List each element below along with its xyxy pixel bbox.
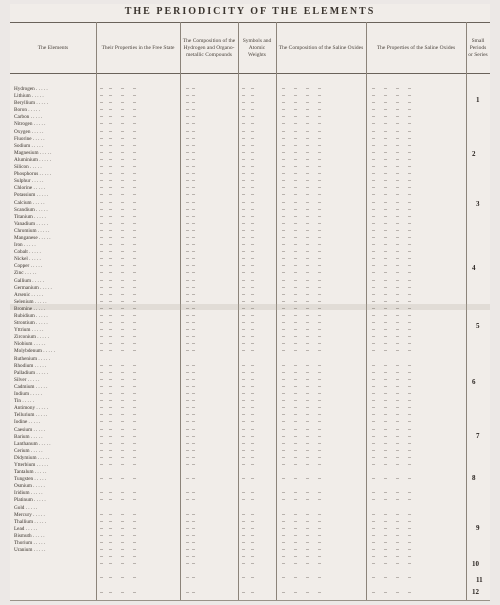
bottom-rule (10, 600, 490, 601)
element-row-label: Molybdenum . . . . . (14, 348, 55, 355)
series-number: 5 (476, 322, 480, 330)
element-row-label: Mercury . . . . . (14, 511, 45, 518)
header-symbols: Symbols and Atomic Weights (238, 22, 276, 74)
element-row-label: Nickel . . . . . (14, 256, 41, 263)
element-row-label: Platinum . . . . . (14, 497, 46, 504)
series-number: 3 (476, 200, 480, 208)
element-row-label: Caesium . . . . . (14, 426, 46, 433)
column-divider (366, 22, 367, 600)
element-row-label: Strontium . . . . . (14, 320, 48, 327)
header-properties: The Properties of the Saline Oxides (366, 22, 466, 74)
element-row-label: Nitrogen . . . . . (14, 121, 46, 128)
series-number: 11 (476, 576, 483, 584)
element-row-label: Lead . . . . . (14, 525, 38, 532)
element-row-label: Palladium . . . . . (14, 369, 49, 376)
element-row-label: Chlorine . . . . . (14, 185, 46, 192)
header-small-periods: Small Periods or Series (466, 22, 490, 74)
column-divider (276, 22, 277, 600)
element-names-column (14, 86, 92, 554)
element-row-label: Ytterbium . . . . . (14, 461, 49, 468)
element-row-label: Zinc . . . . . (14, 270, 37, 277)
series-number: 9 (476, 524, 480, 532)
element-row-label: Silver . . . . . (14, 376, 40, 383)
element-row-label: Beryllium . . . . . (14, 100, 49, 107)
element-row-label: Cadmium . . . . . (14, 383, 48, 390)
series-number: 10 (472, 560, 479, 568)
header-compositions: The Composition of the Hydrogen and Organo-metallic Compounds (180, 22, 238, 74)
element-row-label: Lithium . . . . . (14, 93, 44, 100)
header-elements: The Elements (10, 22, 96, 74)
element-row-label: Bromine . . . . . (14, 305, 46, 312)
element-row-label: Carbon . . . . . (14, 114, 43, 121)
series-number: 1 (476, 96, 480, 104)
series-number: 8 (472, 474, 476, 482)
element-row-label: Rubidium . . . . . (14, 313, 48, 319)
header-first-order: Their Properties in the Free State (96, 22, 180, 74)
element-row-label: Silicon . . . . . (14, 164, 42, 171)
element-row-label: Niobium . . . . . (14, 341, 46, 348)
element-row-label: Vanadium . . . . . (14, 220, 49, 227)
element-row-label: Lanthanum . . . . . (14, 440, 51, 447)
element-row-label: Thorium . . . . . (14, 540, 46, 546)
element-row-label: Calcium . . . . . (14, 199, 45, 206)
page-title: THE PERIODICITY OF THE ELEMENTS (124, 6, 376, 17)
element-row-label: Barium . . . . . (14, 433, 43, 440)
element-row-label: Scandium . . . . . (14, 206, 48, 213)
series-number: 7 (476, 432, 480, 440)
element-row-label: Antimony . . . . . (14, 405, 49, 412)
element-row-label: Aluminium . . . . . (14, 156, 51, 163)
column-divider (180, 22, 181, 600)
element-row-label: Cobalt . . . . . (14, 249, 41, 256)
element-row-label: Rhodium . . . . . (14, 362, 47, 369)
element-row-label: Gold . . . . . (14, 504, 38, 511)
series-number: 2 (472, 150, 476, 158)
element-row-label: Tantalum . . . . . (14, 469, 47, 476)
compositions-column: — — — — — — — — — — — — — — — — — — — — — — — — — — — — — — — — — — — — — — — — — — — — — — — — — — — — — — — — — — — — — — — — — — — — — — — — — — — — — — — — — — — — — — — — — — — — — — — — — — — — — — — — — — — — — — — — — — — — — — — — — — — — — — — — — — — — (186, 86, 196, 596)
element-row-label: Hydrogen . . . . . (14, 86, 48, 92)
element-row-label: Osmium . . . . . (14, 483, 45, 490)
element-row-label: Titanium . . . . . (14, 213, 46, 220)
element-row-label: Germanium . . . . . (14, 284, 52, 291)
element-row-label: Phosphorus . . . . . (14, 171, 52, 178)
element-row-label: Cerium . . . . . (14, 447, 43, 454)
element-row-label: Selenium . . . . . (14, 298, 47, 305)
element-row-label: Ruthenium . . . . . (14, 355, 51, 362)
element-row-label: Uranium . . . . . (14, 547, 46, 554)
element-row-label: Iridium . . . . . (14, 490, 43, 497)
element-row-label: Thallium . . . . . (14, 518, 46, 525)
element-row-label: Fluorine . . . . . (14, 135, 45, 142)
element-row-label: Copper . . . . . (14, 263, 43, 270)
element-row-label: Gallium . . . . . (14, 277, 44, 284)
element-row-label: Potassium . . . . . (14, 192, 49, 199)
column-divider (238, 22, 239, 600)
element-row-label: Indium . . . . . (14, 391, 42, 398)
element-row-label: Tungsten . . . . . (14, 476, 47, 483)
series-number: 6 (472, 378, 476, 386)
element-row-label: Sulphur . . . . . (14, 178, 44, 185)
oxide-properties-column: — — — — — — — — — — — — — — — — — — — — — — — — — — — — — — — — — — — — — — — — — — — — — — — — — — — — — — — — — — — — — — — — — — — — — — — — — — — — — — — — — — — — — — — — — — — — — — — — — — — — — — — — — — — — — — — — — — — — — — — — — — — — — — — — — — — — — — — — — — — — — — — — — — — — — — — — — — — — — — — — — — — — — — — — — — — — — — — — — — — — — — — — — — — — — — — — — — — — — — — — — — — — — — — — — — — — — — — — — — — — — — — — — — — — — — — — — — — — — — — — — — — — — — — — — — — — — — — — — — — — — — — — (372, 86, 412, 596)
header-saline: The Composition of the Saline Oxides (276, 22, 366, 74)
series-number: 4 (472, 264, 476, 272)
element-row-label: Chromium . . . . . (14, 227, 50, 234)
element-row-label: Iron . . . . . (14, 242, 36, 249)
properties-column: — — — — — — — — — — — — — — — — — — — — — — — — — — — — — — — — — — — — — — — — — — — — — — — — — — — — — — — — — — — — — — — — — — — — — — — — — — — — — — — — — — — — — — — — — — — — — — — — — — — — — — — — — — — — — — — — — — — — — — — — — — — — — — — — — — — — — — — — — — — — — — — — — — — — — — — — — — — — — — — — — — — — — — — — — — — — — — — — — — — — — — — — — — — — — — — — — — — — — — — — — — — — — — — — — — — — — — — — — — — — — — — — — — — — — — — — — — — — — — — — — — — — — — — — — — — — — — — — — — — — — — — — (100, 86, 137, 596)
element-row-label: Bismuth . . . . . (14, 532, 45, 539)
column-divider (96, 22, 97, 600)
saline-oxides-column: — — — — — — — — — — — — — — — — — — — — — — — — — — — — — — — — — — — — — — — — — — — — — — — — — — — — — — — — — — — — — — — — — — — — — — — — — — — — — — — — — — — — — — — — — — — — — — — — — — — — — — — — — — — — — — — — — — — — — — — — — — — — — — — — — — — — — — — — — — — — — — — — — — — — — — — — — — — — — — — — — — — — — — — — — — — — — — — — — — — — — — — — — — — — — — — — — — — — — — — — — — — — — — — — — — — — — — — — — — — — — — — — — — — — — — — — — — — — — — — — — — — — — — — — — — — — — — — — — — — — — — — — (282, 86, 322, 596)
column-divider (466, 22, 467, 600)
symbols-column: — — — — — — — — — — — — — — — — — — — — — — — — — — — — — — — — — — — — — — — — — — — — — — — — — — — — — — — — — — — — — — — — — — — — — — — — — — — — — — — — — — — — — — — — — — — — — — — — — — — — — — — — — — — — — — — — — — — — — — — — — — — — — — — — — — — — (242, 86, 255, 596)
series-number: 12 (472, 588, 479, 596)
element-row-label: Manganese . . . . . (14, 234, 51, 241)
element-row-label: Boron . . . . . (14, 107, 40, 114)
element-row-label: Didymium . . . . . (14, 454, 50, 461)
element-row-label: Iodine . . . . . (14, 419, 41, 426)
element-row-label: Tellurium . . . . . (14, 412, 48, 419)
element-row-label: Tin . . . . . (14, 398, 34, 405)
element-row-label: Sodium . . . . . (14, 142, 44, 149)
element-row-label: Yttrium . . . . . (14, 327, 44, 334)
element-row-label: Oxygen . . . . . (14, 128, 44, 135)
element-row-label: Arsenic . . . . . (14, 291, 44, 298)
periodic-table-sheet (10, 4, 490, 600)
element-row-label: Zirconium . . . . . (14, 334, 49, 341)
element-row-label: Magnesium . . . . . (14, 149, 52, 156)
